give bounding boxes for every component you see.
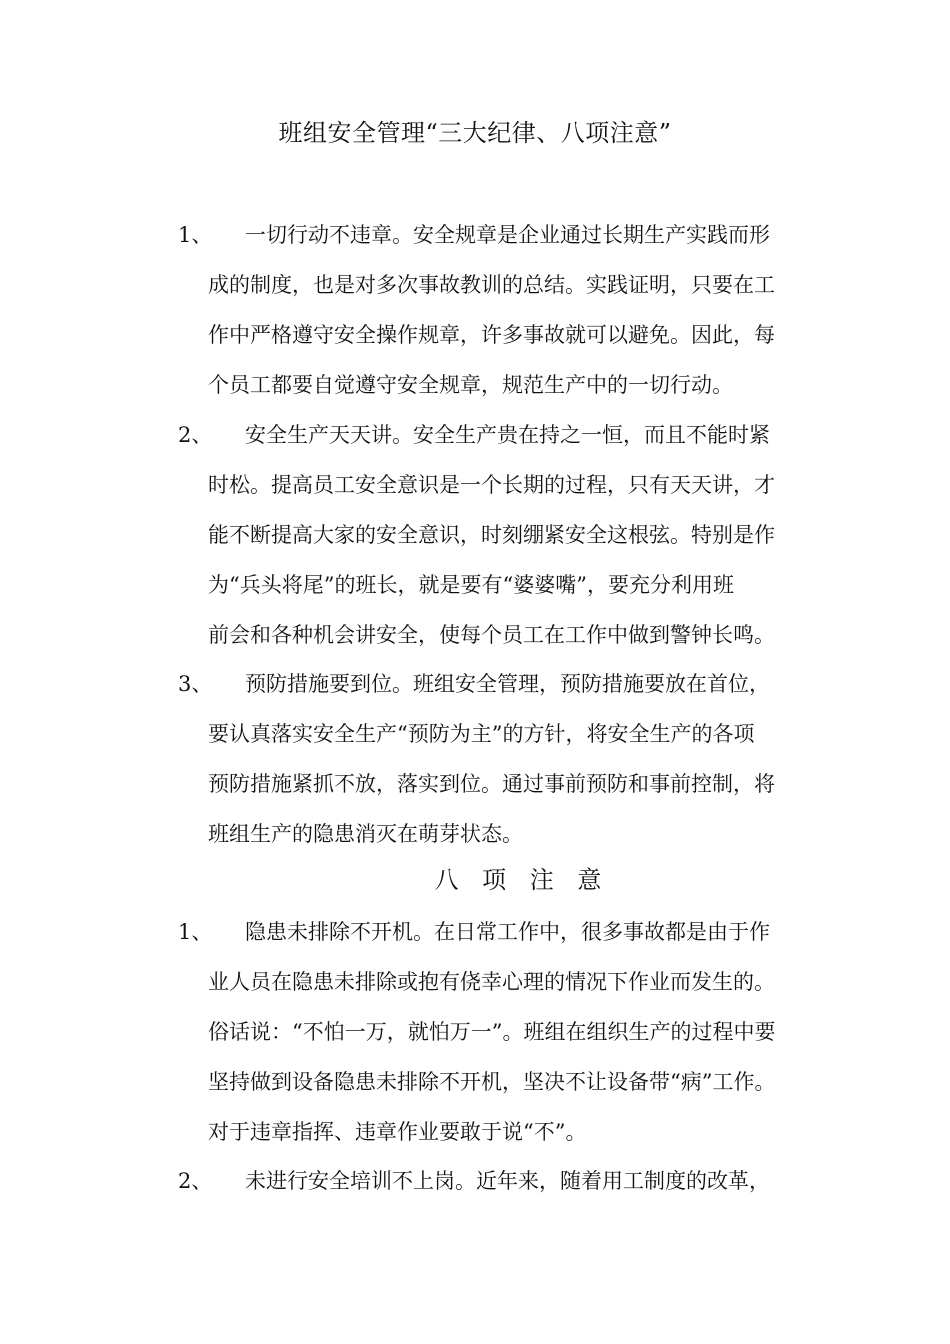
item-line: 对于违章指挥、违章作业要敢于说“不”。 [208,1120,587,1144]
item-line: 安全生产天天讲。安全生产贵在持之一恒，而且不能时紧 [245,423,770,447]
item-line: 一切行动不违章。安全规章是企业通过长期生产实践而形 [245,223,770,247]
item-line: 业人员在隐患未排除或抱有侥幸心理的情况下作业而发生的。 [208,970,775,994]
document-title: 班组安全管理“三大纪律、八项注意” [278,119,672,147]
list-item [178,410,818,660]
item-line: 能不断提高大家的安全意识，时刻绷紧安全这根弦。特别是作 [208,523,775,547]
list-item [178,1156,818,1206]
item-number: 1、 [178,223,213,247]
item-line: 预防措施要到位。班组安全管理，预防措施要放在首位， [245,672,770,696]
item-line: 班组生产的隐患消灭在萌芽状态。 [208,822,523,846]
item-line: 要认真落实安全生产“预防为主”的方针，将安全生产的各项 [208,722,755,746]
item-line: 未进行安全培训不上岗。近年来，随着用工制度的改革， [245,1169,770,1193]
list-item [178,659,818,859]
item-line: 前会和各种机会讲安全，使每个员工在工作中做到警钟长鸣。 [208,623,775,647]
list-item [178,210,818,410]
item-line: 预防措施紧抓不放，落实到位。通过事前预防和事前控制，将 [208,772,775,796]
item-line: 隐患未排除不开机。在日常工作中，很多事故都是由于作 [245,920,770,944]
item-line: 作中严格遵守安全操作规章，许多事故就可以避免。因此，每 [208,323,775,347]
item-number: 2、 [178,1169,213,1193]
section-heading: 八 项 注 意 [434,866,610,894]
item-line: 时松。提高员工安全意识是一个长期的过程，只有天天讲，才 [208,473,775,497]
item-number: 2、 [178,423,213,447]
list-item [178,907,818,1157]
item-line: 坚持做到设备隐患未排除不开机，坚决不让设备带“病”工作。 [208,1070,776,1094]
item-line: 俗话说：“不怕一万，就怕万一”。班组在组织生产的过程中要 [208,1020,776,1044]
item-number: 1、 [178,920,213,944]
item-line: 成的制度，也是对多次事故教训的总结。实践证明，只要在工 [208,273,775,297]
item-number: 3、 [178,672,213,696]
item-line: 个员工都要自觉遵守安全规章，规范生产中的一切行动。 [208,373,733,397]
item-line: 为“兵头将尾”的班长，就是要有“婆婆嘴”，要充分利用班 [208,573,734,597]
